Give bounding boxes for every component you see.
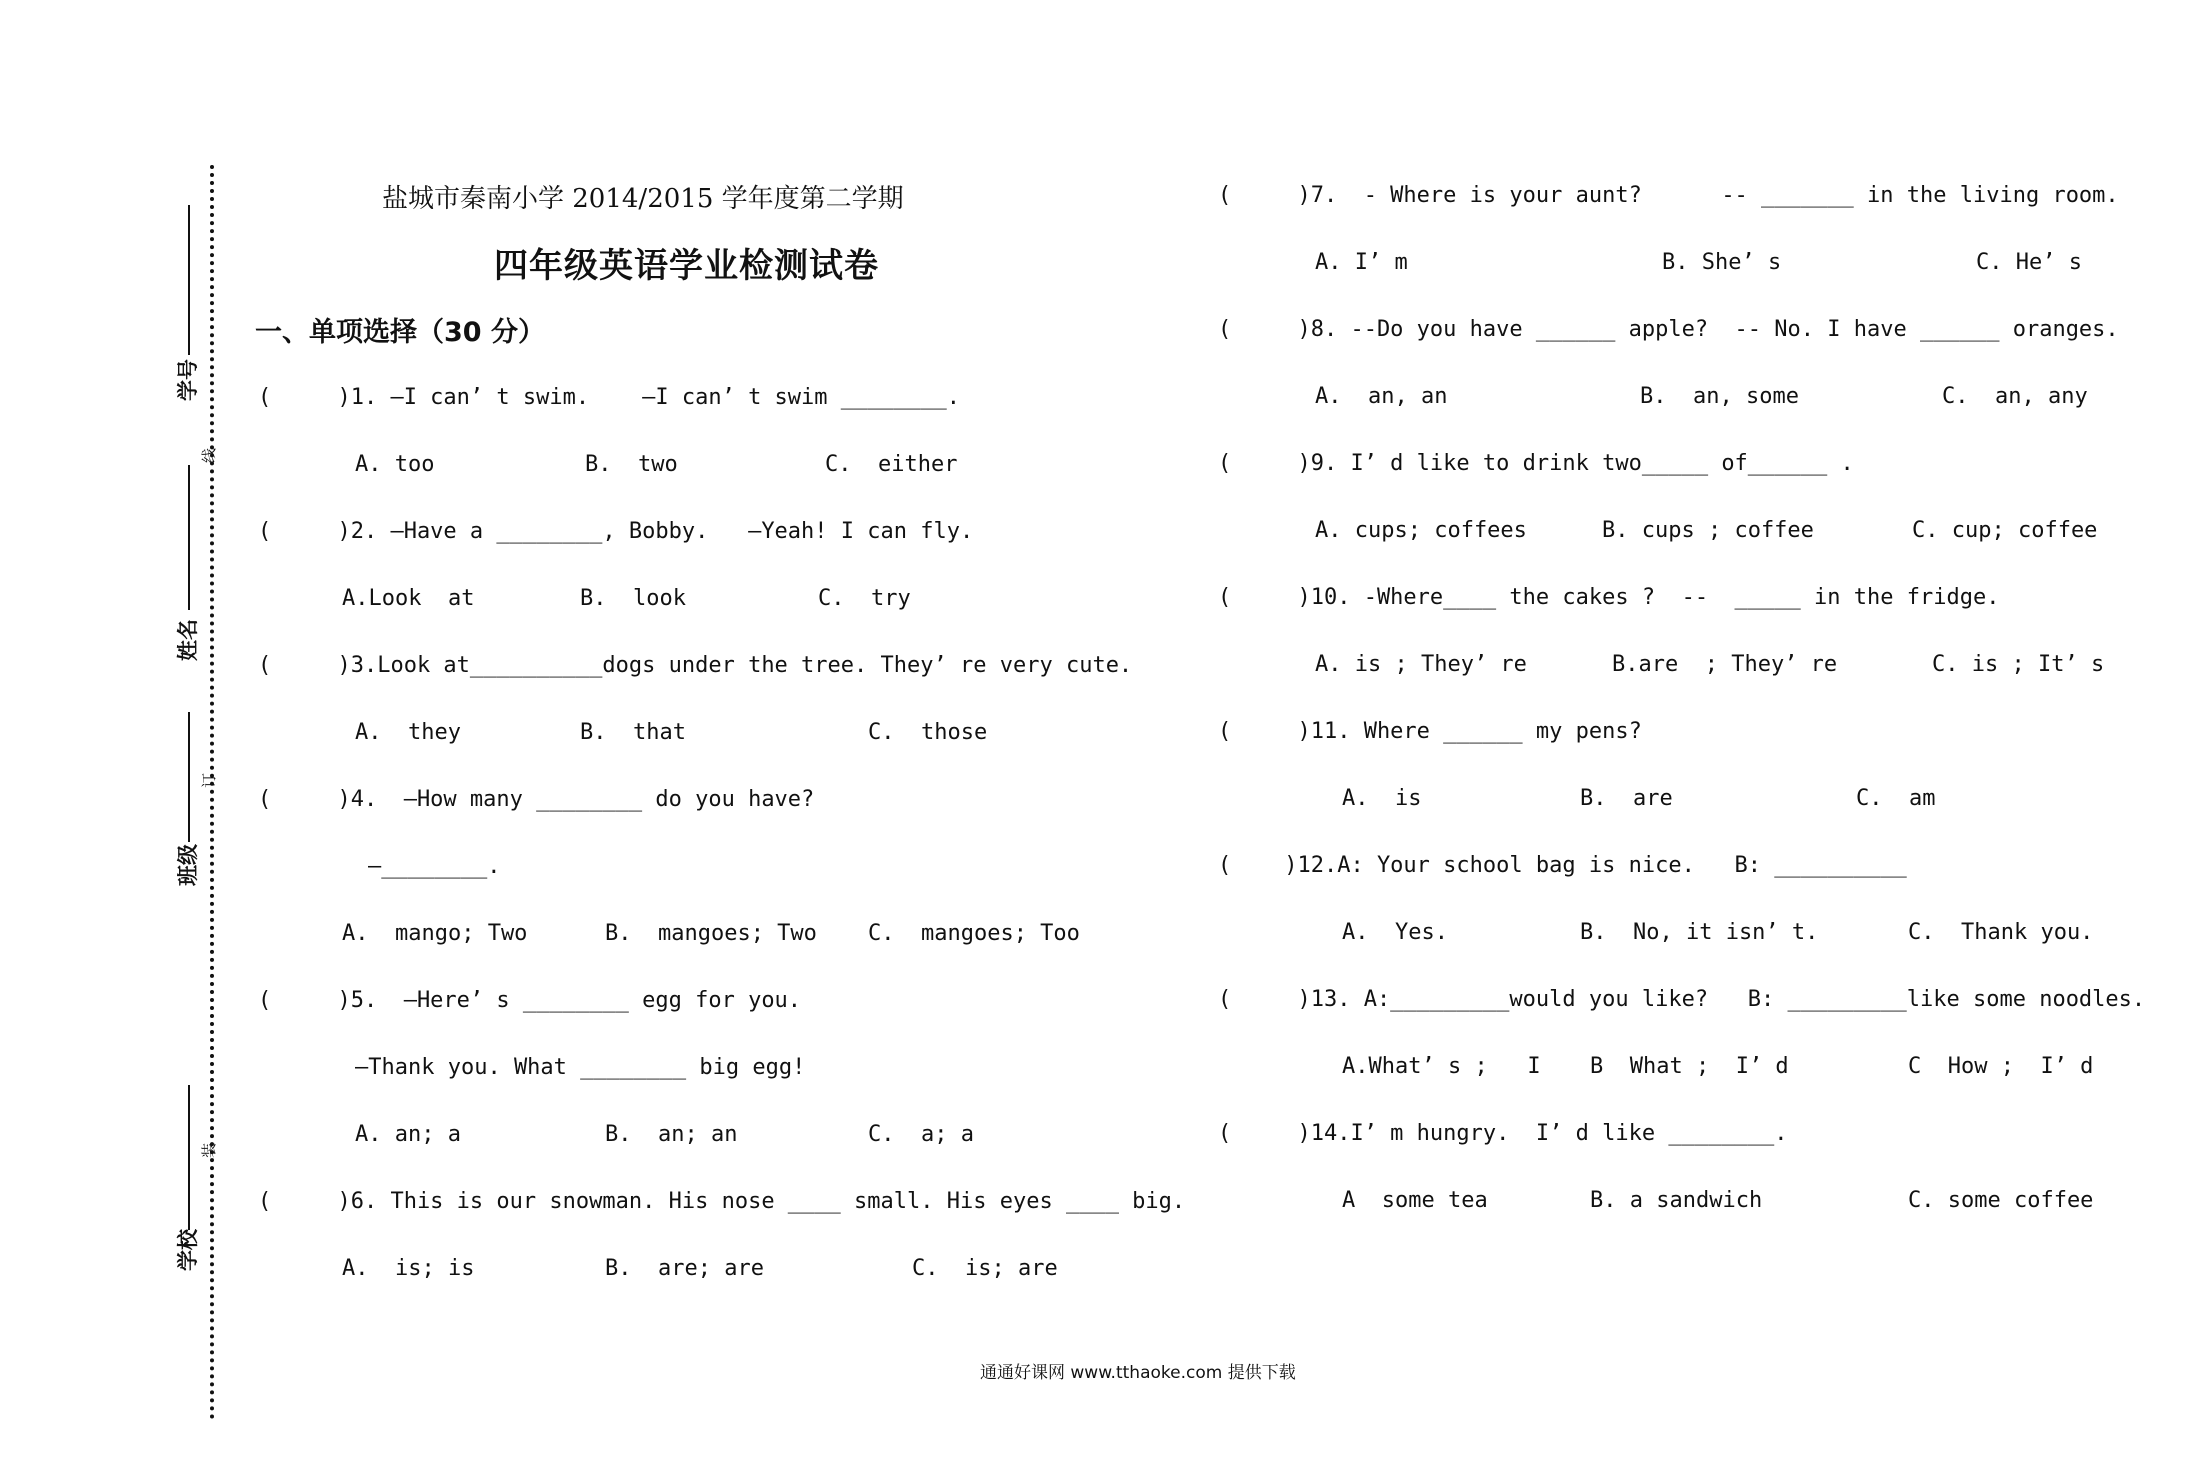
q5-option-c: C. a; a: [868, 1122, 974, 1147]
q7-option-b: B. She’ s: [1662, 250, 1782, 275]
question-1: ( )1. —I can’ t swim. —I can’ t swim ________.: [258, 385, 960, 410]
q5-option-b: B. an; an: [605, 1122, 738, 1147]
q14-option-c: C. some coffee: [1908, 1188, 2094, 1213]
question-11: ( )11. Where ______ my pens?: [1218, 719, 1642, 744]
question-13: ( )13. A:_________would you like? B: _________like some noodles.: [1218, 987, 2146, 1012]
student-no-label: 学号: [176, 359, 200, 401]
zhuang-mark: 装: [200, 1142, 219, 1159]
q10-option-c: C. is ; It’ s: [1932, 652, 2105, 677]
q9-option-b: B. cups ; coffee: [1602, 518, 1814, 543]
q13-option-a: A.What’ s ; I: [1342, 1054, 1541, 1079]
q4-option-c: C. mangoes; Too: [868, 921, 1080, 946]
q6-option-b: B. are; are: [605, 1256, 764, 1281]
q4-option-b: B. mangoes; Two: [605, 921, 817, 946]
q2-option-c: C. try: [818, 586, 911, 611]
page-title: 四年级英语学业检测试卷: [494, 246, 879, 286]
q13-option-b: B What ; I’ d: [1590, 1054, 1789, 1079]
q3-option-b: B. that: [580, 720, 686, 745]
question-3: ( )3.Look at__________dogs under the tree. They’ re very cute.: [258, 653, 1133, 678]
q4-option-a: A. mango; Two: [342, 921, 528, 946]
q10-option-b: B.are ; They’ re: [1612, 652, 1838, 677]
question-4: ( )4. —How many ________ do you have?: [258, 787, 815, 812]
q6-option-c: C. is; are: [912, 1256, 1058, 1281]
question-5-line2: —Thank you. What ________ big egg!: [355, 1055, 806, 1080]
dotted-cut-line: [210, 165, 214, 1420]
line-mark: 线: [200, 447, 219, 464]
q6-option-a: A. is; is: [342, 1256, 475, 1281]
question-12: ( )12.A: Your school bag is nice. B: __________: [1218, 853, 1907, 878]
section-title: 一、单项选择（30 分）: [255, 317, 545, 348]
q9-option-c: C. cup; coffee: [1912, 518, 2098, 543]
question-5: ( )5. —Here’ s ________ egg for you.: [258, 988, 802, 1013]
question-14: ( )14.I’ m hungry. I’ d like ________.: [1218, 1121, 1788, 1146]
q14-option-a: A some tea: [1342, 1188, 1488, 1213]
q9-option-a: A. cups; coffees: [1315, 518, 1527, 543]
q8-option-c: C. an, any: [1942, 384, 2088, 409]
question-7: ( )7. - Where is your aunt? -- _______ in the living room.: [1218, 183, 2119, 208]
q2-option-b: B. look: [580, 586, 686, 611]
q3-option-a: A. they: [355, 720, 461, 745]
class-blank: [188, 712, 190, 842]
footer-source: 通通好课网 www.tthaoke.com 提供下载: [980, 1363, 1296, 1383]
question-8: ( )8. --Do you have ______ apple? -- No. I have ______ oranges.: [1218, 317, 2119, 342]
q12-option-a: A. Yes.: [1342, 920, 1448, 945]
q10-option-a: A. is ; They’ re: [1315, 652, 1527, 677]
q14-option-b: B. a sandwich: [1590, 1188, 1763, 1213]
q8-option-a: A. an, an: [1315, 384, 1448, 409]
school-blank: [188, 1085, 190, 1230]
q7-option-c: C. He’ s: [1976, 250, 2082, 275]
question-4-line2: —________.: [368, 854, 501, 879]
q8-option-b: B. an, some: [1640, 384, 1799, 409]
school-label: 学校: [176, 1229, 200, 1271]
question-6: ( )6. This is our snowman. His nose ____ small. His eyes ____ big.: [258, 1189, 1186, 1214]
name-label: 姓名: [176, 619, 200, 661]
school-term: 盐城市秦南小学 2014/2015 学年度第二学期: [382, 184, 904, 214]
ding-mark: 订: [200, 772, 219, 789]
binding-margin: [0, 0, 240, 1476]
class-label: 班级: [176, 844, 200, 886]
q11-option-b: B. are: [1580, 786, 1673, 811]
q5-option-a: A. an; a: [355, 1122, 461, 1147]
q1-option-a: A. too: [355, 452, 435, 477]
question-9: ( )9. I’ d like to drink two_____ of______ .: [1218, 451, 1854, 476]
q1-option-b: B. two: [585, 452, 678, 477]
q1-option-c: C. either: [825, 452, 958, 477]
q2-option-a: A.Look at: [342, 586, 475, 611]
question-2: ( )2. —Have a ________, Bobby. —Yeah! I can fly.: [258, 519, 974, 544]
student-no-blank: [188, 205, 190, 355]
q13-option-c: C How ; I’ d: [1908, 1054, 2094, 1079]
q12-option-c: C. Thank you.: [1908, 920, 2094, 945]
q11-option-a: A. is: [1342, 786, 1422, 811]
q11-option-c: C. am: [1856, 786, 1936, 811]
q12-option-b: B. No, it isn’ t.: [1580, 920, 1819, 945]
q7-option-a: A. I’ m: [1315, 250, 1408, 275]
name-blank: [188, 465, 190, 610]
q3-option-c: C. those: [868, 720, 988, 745]
question-10: ( )10. -Where____ the cakes ? -- _____ in the fridge.: [1218, 585, 2000, 610]
